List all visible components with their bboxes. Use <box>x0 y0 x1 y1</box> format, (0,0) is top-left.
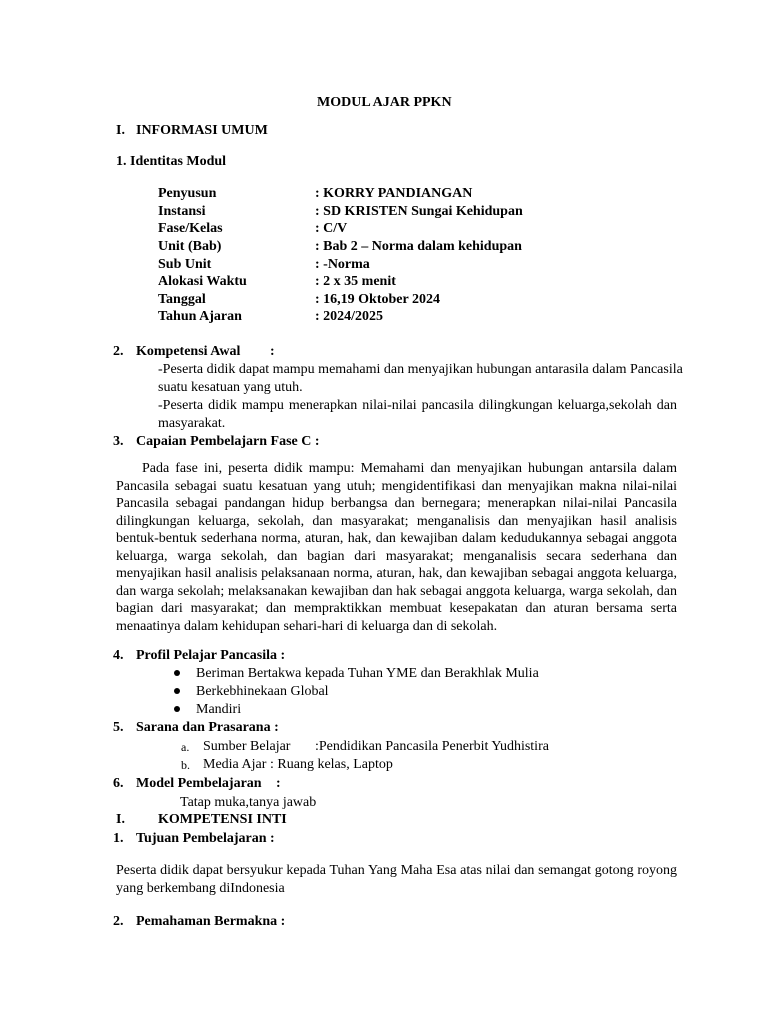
tujuan-heading: Tujuan Pembelajaran : <box>136 831 275 846</box>
list-number: 6. <box>113 776 124 791</box>
sarana-label: Sumber Belajar <box>203 739 291 754</box>
identitas-label: Tanggal <box>158 292 206 307</box>
identitas-value: : -Norma <box>315 257 370 272</box>
list-number: 5. <box>113 720 124 735</box>
identitas-modul-heading: 1. Identitas Modul <box>116 154 227 169</box>
list-item: Mandiri <box>196 702 242 717</box>
list-number: 1. <box>113 831 124 846</box>
list-marker: b. <box>181 758 190 772</box>
kompetensi-awal-text: suatu kesatuan yang utuh. <box>158 380 303 395</box>
sarana-value: : Ruang kelas, Laptop <box>270 757 393 772</box>
section-number: I. <box>116 812 125 827</box>
section-number: I. <box>116 123 125 138</box>
identitas-value: : 2024/2025 <box>315 309 384 324</box>
section-heading-kompetensi-inti: KOMPETENSI INTI <box>158 812 287 827</box>
identitas-label: Fase/Kelas <box>158 221 223 236</box>
identitas-value: : SD KRISTEN Sungai Kehidupan <box>315 204 523 219</box>
identitas-label: Unit (Bab) <box>158 239 222 254</box>
identitas-value: : 16,19 Oktober 2024 <box>315 292 440 307</box>
identitas-value: : KORRY PANDIANGAN <box>315 186 473 201</box>
section-heading-informasi-umum: INFORMASI UMUM <box>136 123 268 138</box>
tujuan-paragraph: Peserta didik dapat bersyukur kepada Tuhan Yang Maha Esa atas nilai dan semangat gotong royong yang berkembang diIndonesia <box>116 863 677 896</box>
list-number: 4. <box>113 648 124 663</box>
kompetensi-awal-text: -Peserta didik mampu menerapkan nilai-nilai pancasila dilingkungan keluarga,sekolah dan <box>158 398 677 413</box>
model-value: Tatap muka,tanya jawab <box>180 795 317 810</box>
list-marker: a. <box>181 740 190 754</box>
bullet-icon <box>174 670 180 676</box>
identitas-value: : Bab 2 – Norma dalam kehidupan <box>315 239 522 254</box>
model-heading: Model Pembelajaran <box>136 776 262 791</box>
list-number: 2. <box>113 344 124 359</box>
list-number: 2. <box>113 914 124 929</box>
pemahaman-heading: Pemahaman Bermakna : <box>136 914 286 929</box>
sarana-value: :Pendidikan Pancasila Penerbit Yudhistira <box>315 739 549 754</box>
list-number: 3. <box>113 434 124 449</box>
kompetensi-awal-heading: Kompetensi Awal <box>136 344 241 359</box>
kompetensi-awal-text: masyarakat. <box>158 416 226 431</box>
heading-colon: : <box>276 776 281 791</box>
list-item: Berkebhinekaan Global <box>196 684 329 699</box>
identitas-label: Instansi <box>158 204 206 219</box>
bullet-icon <box>174 706 180 712</box>
sarana-heading: Sarana dan Prasarana : <box>136 720 279 735</box>
identitas-value: : 2 x 35 menit <box>315 274 396 289</box>
capaian-heading: Capaian Pembelajarn Fase C : <box>136 434 320 449</box>
identitas-label: Tahun Ajaran <box>158 309 242 324</box>
identitas-label: Sub Unit <box>158 257 212 272</box>
profil-heading: Profil Pelajar Pancasila : <box>136 648 286 663</box>
sarana-label: Media Ajar <box>203 757 267 772</box>
bullet-icon <box>174 688 180 694</box>
kompetensi-awal-text: -Peserta didik dapat mampu memahami dan menyajikan hubungan antarasila dalam Pancasila <box>158 362 683 377</box>
heading-colon: : <box>270 344 275 359</box>
identitas-value: : C/V <box>315 221 348 236</box>
list-item: Beriman Bertakwa kepada Tuhan YME dan Berakhlak Mulia <box>196 666 539 681</box>
identitas-label: Alokasi Waktu <box>158 274 247 289</box>
identitas-label: Penyusun <box>158 186 217 201</box>
capaian-paragraph: Pada fase ini, peserta didik mampu: Memahami dan menyajikan hubungan antarsila dalam Pancasila sebagai suatu kesatuan yang utuh; mengidentifikasi dan menyajikan makna nilai-nilai Pancasila sebagai pandangan hidup berbangsa dan bernegara; menerapkan nilai-nilai Pancasila dilingkungan keluarga, sekolah, dan masyarakat; menganalisis dan menyajikan hasil analisis bentuk-bentuk sederhana norma, aturan, hak, dan kewajiban dalam kedudukannya sebagai anggota keluarga, warga sekolah, dan bagian dari masyarakat; menganalisis secara sederhana dan menyajikan hasil analisis pelaksanaan norma, aturan, hak, dan kewajiban sebagai anggota keluarga, dan warga sekolah; melaksanakan kewajiban dan hak sebagai anggota keluarga, warga sekolah, dan bagian dari masyarakat; dan mempraktikkan membuat kesepakatan dan aturan bersama serta menaatinya dalam kehidupan sehari-hari di keluarga dan di sekolah. <box>116 461 677 634</box>
document-title: MODUL AJAR PPKN <box>317 95 452 110</box>
